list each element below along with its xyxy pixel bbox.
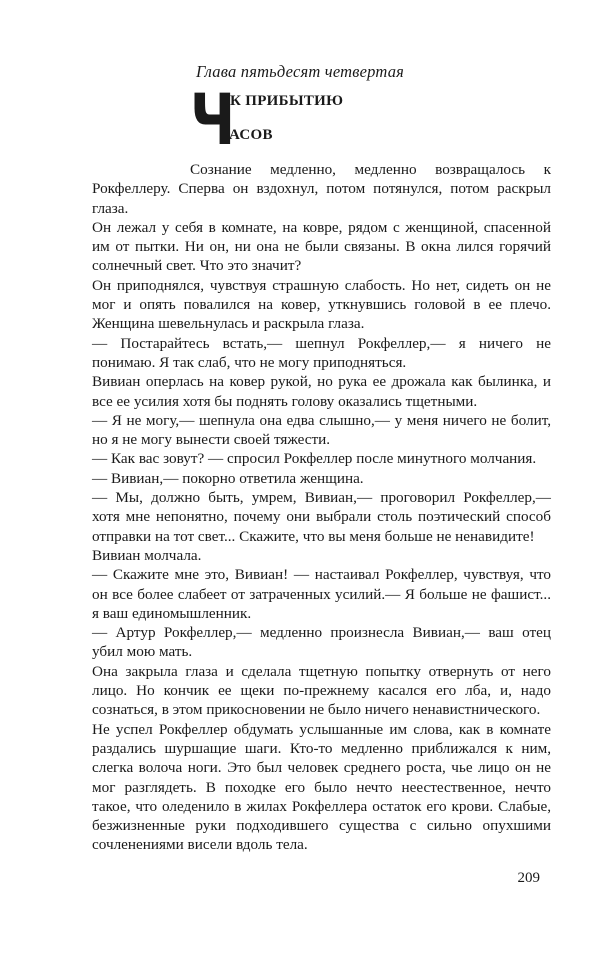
paragraph: Он лежал у себя в комнате, на ковре, рядом с женщиной, спасенной им от пытки. Ни он, ни она не были связаны. В окна лился горячий солнечный свет. Что это значит?: [92, 218, 551, 275]
page-number: 209: [517, 870, 540, 886]
paragraph: Не успел Рокфеллер обдумать услышанные им слова, как в комнате раздались шуршащие шаги. Кто-то медленно приближался к ним, слегка волоча ноги. Это был человек среднего роста, чье лицо он не мог разглядеть. В походке его было нечто неестественное, нечто такое, что оледенило в жилах Рокфеллера остаток его крови. Слабые, безжизненные руки подходившего существа с сильно опухшими сочленениями висели вдоль тела.: [92, 720, 551, 854]
body-text: [92, 160, 551, 855]
paragraph: Вивиан оперлась на ковер рукой, но рука ее дрожала как былинка, и все ее усилия хотя бы поднять голову оказались тщетными.: [92, 373, 551, 410]
chapter-title-line2: АСОВ: [229, 127, 273, 143]
paragraph: Она закрыла глаза и сделала тщетную попытку отвернуть от него лицо. Но кончик ее щеки по-прежнему касался его лба, и, надо сознаться, в этом прикосновении не было ничего ненавистнического.: [92, 662, 551, 719]
paragraph: — Скажите мне это, Вивиан! — настаивал Рокфеллер, чувствуя, что он все более слабеет от затраченных усилий.— Я больше не фашист... я ваш единомышленник.: [92, 566, 551, 622]
paragraph: Вивиан молчала.: [92, 546, 202, 564]
chapter-label: Глава пятьдесят четвертая: [195, 62, 405, 81]
paragraph: — Артур Рокфеллер,— медленно произнесла Вивиан,— ваш отец убил мою мать.: [92, 624, 551, 661]
paragraph: — Постарайтесь встать,— шепнул Рокфеллер,— я ничего не понимаю. Я так слаб, что не могу приподняться.: [92, 334, 551, 371]
paragraph: — Вивиан,— покорно ответила женщина.: [92, 469, 364, 487]
chapter-title-line1: К ПРИБЫТИЮ: [230, 93, 344, 109]
paragraph: Сознание медленно, медленно возвращалось к Рокфеллеру. Сперва он вздохнул, потом потянулся, потом раскрыл глаза.: [92, 161, 551, 217]
drop-cap: Ч: [190, 79, 236, 161]
paragraph: — Я не могу,— шепнула она едва слышно,— у меня ничего не болит, но я не могу вынести своей тяжести.: [92, 411, 551, 449]
paragraph: — Мы, должно быть, умрем, Вивиан,— проговорил Рокфеллер,— хотя мне непонятно, почему они выбрали столь поэтический способ отправки на тот свет... Скажите, что вы меня больше не ненавидите!: [92, 489, 551, 545]
paragraph: — Как вас зовут? — спросил Рокфеллер после минутного молчания.: [92, 450, 537, 468]
paragraph: Он приподнялся, чувствуя страшную слабость. Но нет, сидеть он не мог и опять повалился на ковер, уткнувшись головой в ее плечо. Женщина шевельнулась и раскрыла глаза.: [92, 276, 551, 333]
